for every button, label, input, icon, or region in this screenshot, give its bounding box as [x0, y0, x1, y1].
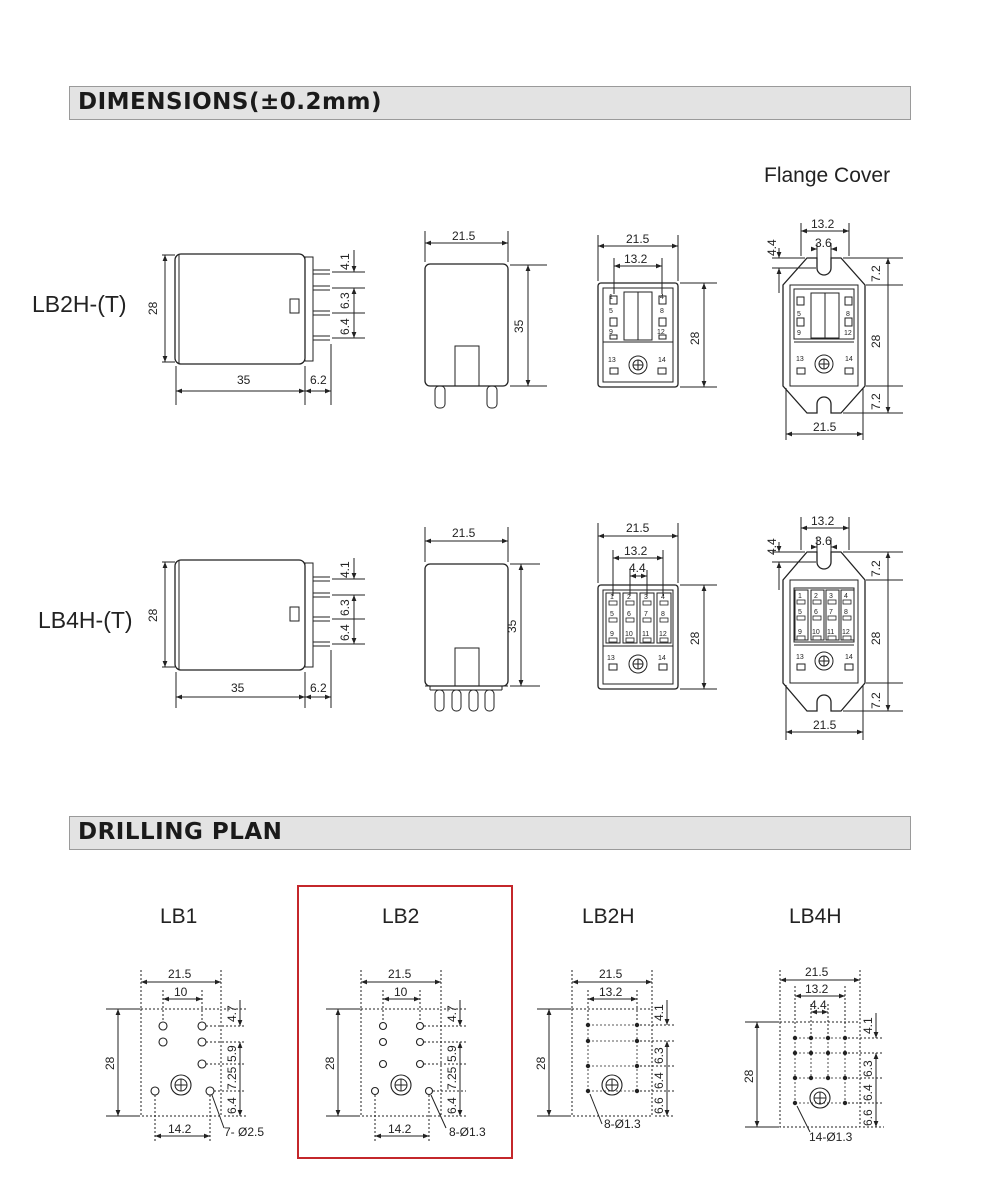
pin-label: 12 [659, 631, 667, 638]
drill-plan-lb1 [103, 905, 264, 1143]
dim-13-2-flange: 13.2 [811, 217, 835, 231]
pin-label: 8 [846, 311, 850, 318]
pin-label: 3 [829, 593, 833, 600]
dim-13-2: 13.2 [624, 544, 648, 558]
dim-6-3: 6.3 [652, 1047, 666, 1064]
dim-35: 35 [237, 373, 251, 387]
dim-5-9: 5.9 [225, 1045, 239, 1062]
dim-13-2-flange: 13.2 [811, 514, 835, 528]
lb4h-front-view [425, 526, 540, 711]
dim-6-4: 6.4 [338, 318, 352, 335]
pin-label: 8 [660, 308, 664, 315]
dim-28: 28 [146, 608, 160, 622]
dim-4-7: 4.7 [445, 1005, 459, 1022]
pin-label: 4 [844, 593, 848, 600]
dim-35: 35 [231, 681, 245, 695]
dim-21-5: 21.5 [805, 965, 829, 979]
dim-6-6: 6.6 [861, 1109, 875, 1126]
dim-4-1: 4.1 [652, 1004, 666, 1021]
pin-label: 2 [627, 594, 631, 601]
dim-28-flange: 28 [869, 631, 883, 645]
dim-28-flange: 28 [869, 334, 883, 348]
lb2h-bottom-view [598, 232, 717, 387]
dimensions-title: DIMENSIONS(±0.2mm) [78, 89, 382, 115]
pin-label: 10 [812, 629, 820, 636]
dim-28-bottom: 28 [688, 631, 702, 645]
dim-4-4: 4.4 [810, 998, 827, 1012]
dim-7-25: 7.25 [225, 1066, 239, 1090]
dim-6-3: 6.3 [338, 599, 352, 616]
pin-label: 1 [610, 594, 614, 601]
dim-10: 10 [394, 985, 408, 999]
dim-6-4: 6.4 [225, 1097, 239, 1114]
pin-label: 5 [798, 609, 802, 616]
holes-label-lb2: 8-Ø1.3 [449, 1125, 486, 1139]
dim-7-25: 7.25 [445, 1066, 459, 1090]
dim-6-6: 6.6 [652, 1097, 666, 1114]
pin-label: 5 [610, 611, 614, 618]
drill-title-lb1: LB1 [160, 905, 198, 928]
dim-28: 28 [146, 301, 160, 315]
pin-label: 1 [609, 294, 613, 301]
lb4h-bottom-view [598, 521, 717, 689]
drill-title-lb4h: LB4H [789, 905, 842, 928]
drill-plan-lb4h [742, 905, 884, 1144]
pin-label: 14 [845, 356, 853, 363]
dim-28: 28 [742, 1069, 756, 1083]
drill-title-lb2: LB2 [382, 905, 420, 928]
dim-13-2: 13.2 [599, 985, 623, 999]
pin-label: 13 [796, 654, 804, 661]
dim-21-5-flange: 21.5 [813, 420, 837, 434]
dim-3-6: 3.6 [815, 534, 832, 548]
dim-10: 10 [174, 985, 188, 999]
dim-4-1: 4.1 [861, 1017, 875, 1034]
drill-plan-lb2 [323, 905, 486, 1143]
dim-28: 28 [534, 1056, 548, 1070]
dim-28: 28 [103, 1056, 117, 1070]
pin-label: 7 [829, 609, 833, 616]
dim-6-3: 6.3 [861, 1060, 875, 1077]
dim-7-2-top: 7.2 [869, 265, 883, 282]
pin-label: 2 [814, 593, 818, 600]
lb2h-side-view [146, 250, 365, 405]
pin-label: 13 [607, 655, 615, 662]
dim-6-4: 6.4 [652, 1072, 666, 1089]
pin-label: 9 [610, 631, 614, 638]
dim-21-5: 21.5 [388, 967, 412, 981]
pin-label: 14 [658, 357, 666, 364]
pin-label: 8 [844, 609, 848, 616]
dim-21-5: 21.5 [168, 967, 192, 981]
pin-label: 13 [796, 356, 804, 363]
drilling-plan-title: DRILLING PLAN [78, 819, 283, 845]
dim-6-2: 6.2 [310, 681, 327, 695]
dim-14-2: 14.2 [388, 1122, 412, 1136]
drill-title-lb2h: LB2H [582, 905, 635, 928]
pin-label: 5 [609, 308, 613, 315]
dim-28: 28 [323, 1056, 337, 1070]
dim-6-3: 6.3 [338, 292, 352, 309]
pin-label: 11 [642, 631, 650, 638]
dim-28-bottom: 28 [688, 331, 702, 345]
model-label-lb4h: LB4H-(T) [38, 607, 133, 633]
pin-label: 3 [644, 594, 648, 601]
pin-label: 12 [657, 329, 665, 336]
pin-label: 13 [608, 357, 616, 364]
pin-label: 6 [814, 609, 818, 616]
lb2h-front-view [425, 229, 547, 408]
pin-label: 9 [797, 330, 801, 337]
holes-label-lb2h: 8-Ø1.3 [604, 1117, 641, 1131]
dim-35-front: 35 [505, 619, 519, 633]
pin-label: 5 [797, 311, 801, 318]
dim-7-2-top: 7.2 [869, 560, 883, 577]
pin-label: 4 [661, 594, 665, 601]
dim-4-1: 4.1 [338, 561, 352, 578]
pin-label: 9 [609, 329, 613, 336]
dim-4-4: 4.4 [765, 239, 779, 256]
dim-21-5: 21.5 [452, 526, 476, 540]
drill-plan-lb2h [534, 905, 675, 1131]
dim-7-2-bottom: 7.2 [869, 692, 883, 709]
pin-label: 8 [661, 611, 665, 618]
pin-label: 1 [798, 593, 802, 600]
dim-13-2: 13.2 [805, 982, 829, 996]
pin-label: 10 [625, 631, 633, 638]
dim-4-4: 4.4 [765, 538, 779, 555]
dim-6-4: 6.4 [445, 1097, 459, 1114]
lb4h-side-view [146, 558, 365, 708]
model-label-lb2h: LB2H-(T) [32, 291, 127, 317]
dim-21-5-bottom: 21.5 [626, 521, 650, 535]
pin-label: 14 [845, 654, 853, 661]
pin-label: 11 [827, 629, 835, 636]
dim-6-2: 6.2 [310, 373, 327, 387]
pin-label: 9 [798, 629, 802, 636]
pin-label: 14 [658, 655, 666, 662]
dim-21-5-flange: 21.5 [813, 718, 837, 732]
flange-cover-label: Flange Cover [764, 164, 891, 187]
dim-21-5: 21.5 [452, 229, 476, 243]
holes-label-lb4h: 14-Ø1.3 [809, 1130, 853, 1144]
pin-label: 12 [842, 629, 850, 636]
dim-6-4: 6.4 [338, 624, 352, 641]
dim-21-5-bottom: 21.5 [626, 232, 650, 246]
dim-14-2: 14.2 [168, 1122, 192, 1136]
pin-label: 7 [644, 611, 648, 618]
pin-label: 4 [660, 294, 664, 301]
holes-label-lb1: 7- Ø2.5 [224, 1125, 265, 1139]
lb2h-flange-cover [765, 217, 903, 440]
dim-4-1: 4.1 [338, 253, 352, 270]
dim-3-6: 3.6 [815, 236, 832, 250]
dim-4-7: 4.7 [225, 1005, 239, 1022]
dim-6-4: 6.4 [861, 1084, 875, 1101]
dim-4-4: 4.4 [629, 561, 646, 575]
dim-5-9: 5.9 [445, 1045, 459, 1062]
pin-label: 12 [844, 330, 852, 337]
lb4h-flange-cover [765, 514, 903, 740]
dim-35-front: 35 [512, 319, 526, 333]
dim-21-5: 21.5 [599, 967, 623, 981]
pin-label: 6 [627, 611, 631, 618]
dim-13-2: 13.2 [624, 252, 648, 266]
dim-7-2-bottom: 7.2 [869, 393, 883, 410]
